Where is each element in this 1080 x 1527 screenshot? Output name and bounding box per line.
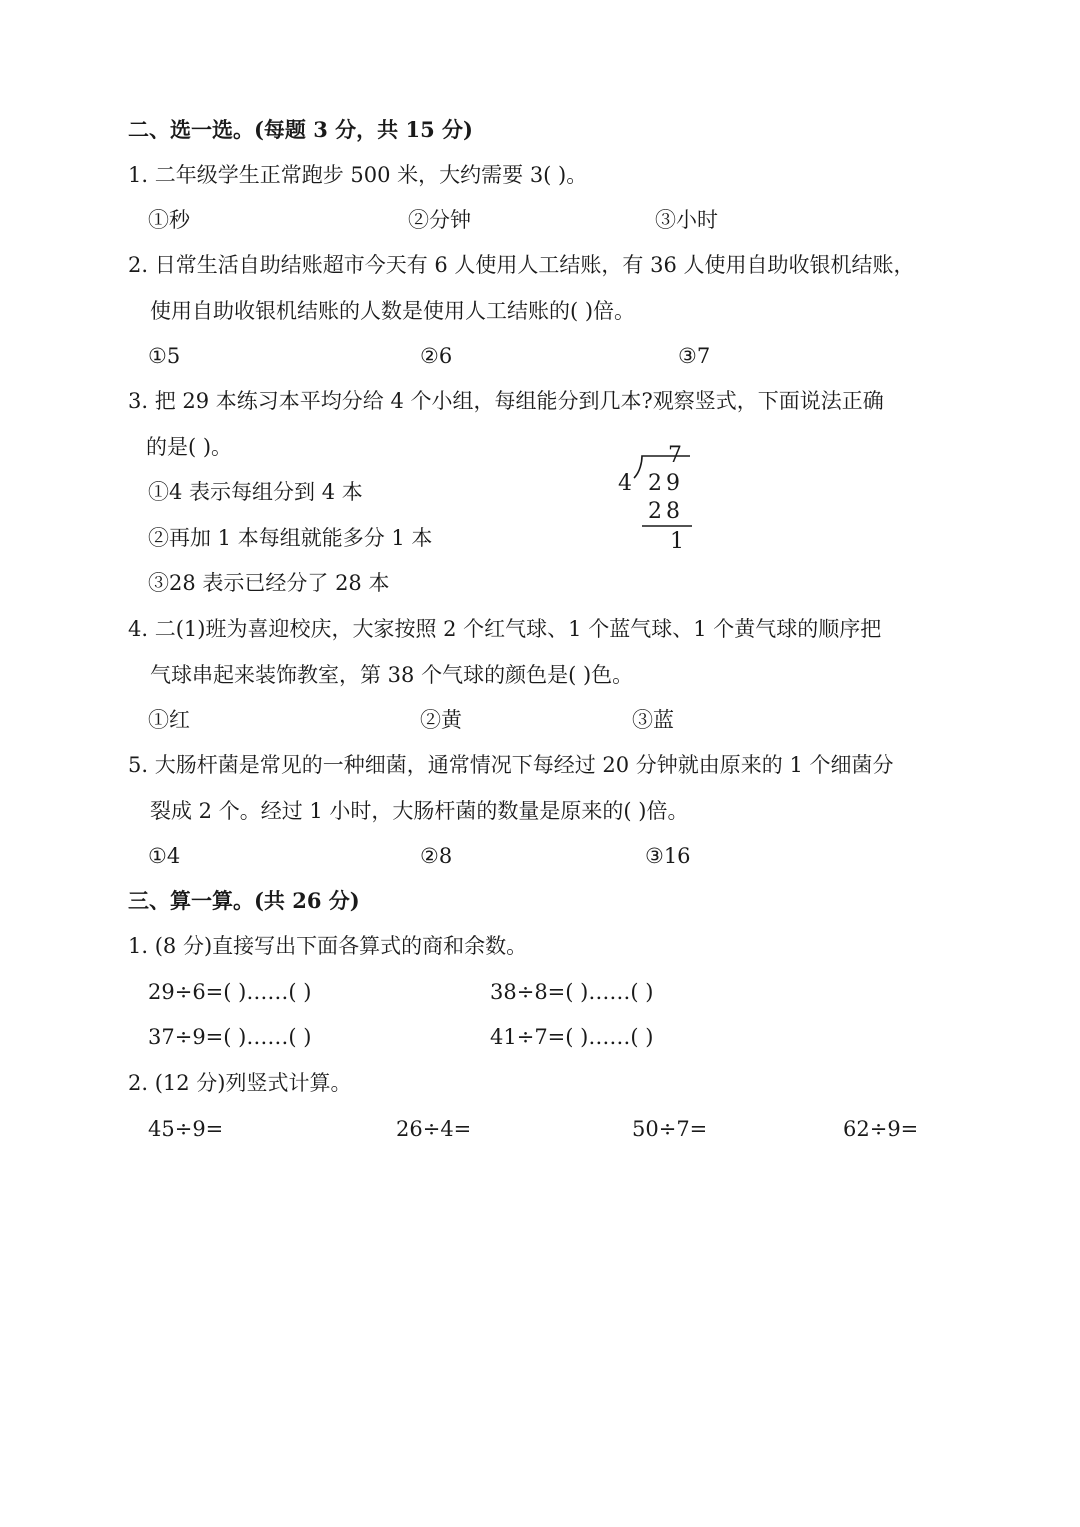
s3-q2-item-3: 50÷7= <box>632 1117 708 1141</box>
s3-q2-item-2: 26÷4= <box>396 1117 472 1141</box>
division-product: 28 <box>648 499 684 524</box>
q3-line2: 的是( )。 <box>146 435 233 459</box>
s3-q1-item-2: 38÷8=( )……( ) <box>490 980 654 1004</box>
q5-option-c: ③16 <box>645 844 691 868</box>
q3-option-b: ②再加 1 本每组就能多分 1 本 <box>148 526 433 550</box>
division-dividend: 29 <box>648 471 684 496</box>
q2-option-c: ③7 <box>678 344 711 368</box>
s3-q2-item-1: 45÷9= <box>148 1117 224 1141</box>
q5-line2: 裂成 2 个。经过 1 小时，大肠杆菌的数量是原来的( )倍。 <box>150 799 689 823</box>
s3-q1-item-1: 29÷6=( )……( ) <box>148 980 312 1004</box>
q1-option-c: ③小时 <box>655 208 718 232</box>
q1-option-b: ②分钟 <box>408 208 471 232</box>
q4-line1: 4. 二(1)班为喜迎校庆，大家按照 2 个红气球、1 个蓝气球、1 个黄气球的顺序把 <box>128 617 882 641</box>
q2-option-a: ①5 <box>148 344 181 368</box>
s3-q1-text: 1. (8 分)直接写出下面各算式的商和余数。 <box>128 934 528 958</box>
section2-title: 二、选一选。(每题 3 分，共 15 分) <box>128 117 473 142</box>
s3-q1-item-4: 41÷7=( )……( ) <box>490 1025 654 1049</box>
q1-text: 1. 二年级学生正常跑步 500 米，大约需要 3( )。 <box>128 163 588 187</box>
q3-line1: 3. 把 29 本练习本平均分给 4 个小组，每组能分到几本?观察竖式，下面说法正确 <box>128 389 884 413</box>
s3-q2-item-4: 62÷9= <box>843 1117 919 1141</box>
q4-option-a: ①红 <box>148 708 190 732</box>
q5-line1: 5. 大肠杆菌是常见的一种细菌，通常情况下每经过 20 分钟就由原来的 1 个细菌分 <box>128 753 894 777</box>
q1-option-a: ①秒 <box>148 208 190 232</box>
q4-line2: 气球串起来装饰教室，第 38 个气球的颜色是( )色。 <box>150 663 634 687</box>
section3-title: 三、算一算。(共 26 分) <box>128 888 360 913</box>
q3-option-c: ③28 表示已经分了 28 本 <box>148 571 390 595</box>
division-divisor: 4 <box>618 471 632 496</box>
s3-q1-item-3: 37÷9=( )……( ) <box>148 1025 312 1049</box>
q3-option-a: ①4 表示每组分到 4 本 <box>148 480 363 504</box>
q2-line1: 2. 日常生活自助结账超市今天有 6 人使用人工结账，有 36 人使用自助收银机结账， <box>128 253 915 277</box>
long-division-figure <box>612 442 712 562</box>
q4-option-b: ②黄 <box>420 708 462 732</box>
q2-line2: 使用自助收银机结账的人数是使用人工结账的( )倍。 <box>150 299 636 323</box>
s3-q2-text: 2. (12 分)列竖式计算。 <box>128 1071 352 1095</box>
q4-option-c: ③蓝 <box>632 708 674 732</box>
division-quotient: 7 <box>668 443 682 468</box>
q5-option-b: ②8 <box>420 844 453 868</box>
q2-option-b: ②6 <box>420 344 453 368</box>
q5-option-a: ①4 <box>148 844 181 868</box>
division-remainder: 1 <box>670 529 684 554</box>
